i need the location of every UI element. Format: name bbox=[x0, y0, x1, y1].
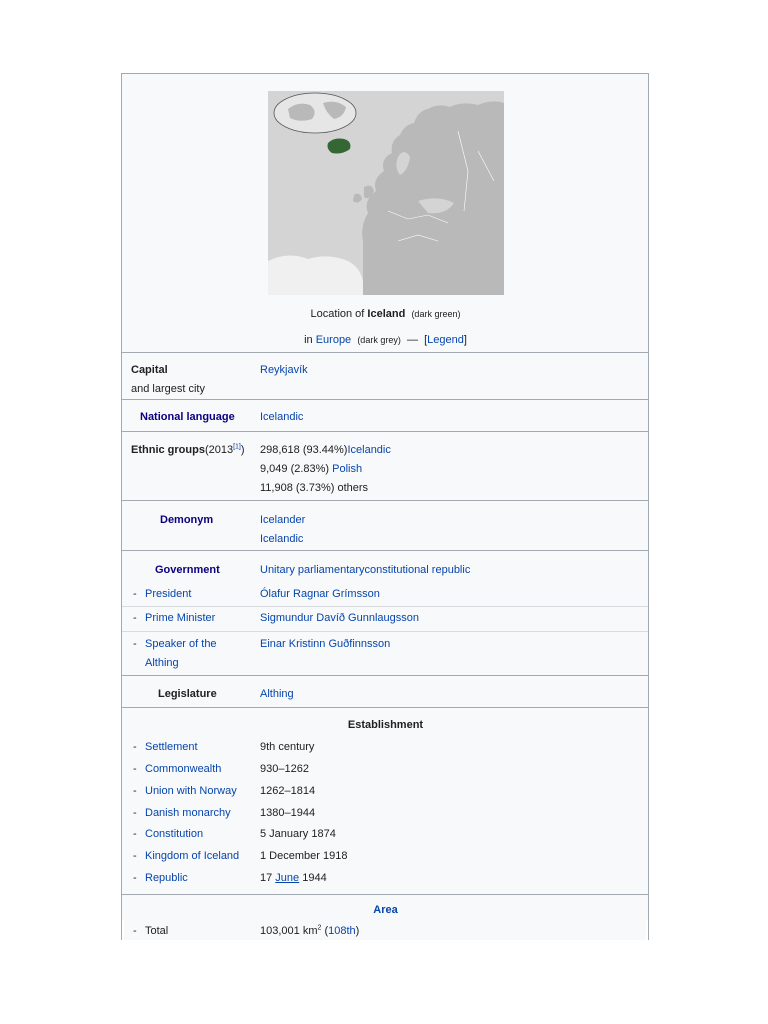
establishment-bullet: - bbox=[133, 807, 137, 819]
president-value[interactable]: Ólafur Ragnar Grímsson bbox=[260, 588, 380, 600]
commonwealth-link[interactable]: Commonwealth bbox=[145, 763, 222, 775]
caption-country-note: (dark green) bbox=[411, 309, 461, 319]
president-row bbox=[122, 582, 649, 606]
constitution-value: 5 January 1874 bbox=[260, 828, 336, 840]
president-bullet: - bbox=[133, 588, 137, 600]
settlement-value: 9th century bbox=[260, 741, 315, 753]
ethnic-line-3-text: 11,908 (3.73%) others bbox=[260, 482, 369, 494]
ethnic-line-2 bbox=[260, 463, 362, 475]
establishment-item bbox=[122, 805, 649, 827]
danish-monarchy-value: 1380–1944 bbox=[260, 807, 316, 819]
area-total-number: 103,001 km bbox=[260, 925, 318, 937]
government-label[interactable]: Government bbox=[155, 564, 220, 576]
location-map[interactable] bbox=[268, 91, 504, 295]
infobox bbox=[121, 73, 649, 940]
settlement-link[interactable]: Settlement bbox=[145, 741, 198, 753]
demonym-value-2[interactable]: Icelandic bbox=[260, 533, 304, 545]
area-total-label: Total bbox=[145, 925, 169, 937]
establishment-item bbox=[122, 871, 649, 893]
government-row bbox=[122, 550, 649, 583]
caption-region-note: (dark grey) bbox=[357, 335, 401, 345]
legislature-label: Legislature bbox=[158, 688, 217, 700]
republic-value-pre: 17 bbox=[260, 872, 276, 884]
establishment-bullet: - bbox=[133, 741, 137, 753]
map-caption-line1 bbox=[122, 308, 649, 320]
capital-row bbox=[122, 352, 649, 399]
capital-link[interactable]: Reykjavík bbox=[260, 364, 308, 376]
national-language-row bbox=[122, 399, 649, 432]
republic-link[interactable]: Republic bbox=[145, 872, 188, 884]
ethnic-line-1-text: 298,618 (93.44%) bbox=[260, 444, 348, 456]
union-with-norway-value: 1262–1814 bbox=[260, 785, 316, 797]
ethnic-label-text: Ethnic groups bbox=[131, 444, 205, 456]
speaker-label-line2[interactable]: Althing bbox=[145, 657, 179, 669]
europe-map-image bbox=[268, 91, 504, 295]
pm-value[interactable]: Sigmundur Davíð Gunnlaugsson bbox=[260, 612, 419, 624]
establishment-item bbox=[122, 783, 649, 805]
president-label[interactable]: President bbox=[145, 588, 192, 600]
commonwealth-value: 930–1262 bbox=[260, 763, 309, 775]
capital-label: Capital bbox=[131, 364, 168, 376]
establishment-bullet: - bbox=[133, 785, 137, 797]
prime-minister-row bbox=[122, 606, 649, 631]
ethnic-line-1 bbox=[260, 444, 391, 456]
capital-sublabel: and largest city bbox=[131, 383, 205, 395]
legend-open: [ bbox=[424, 334, 428, 346]
establishment-header: Establishment bbox=[347, 719, 424, 731]
establishment-item bbox=[122, 827, 649, 849]
republic-value bbox=[260, 872, 327, 884]
ethnic-groups-label bbox=[131, 444, 245, 456]
danish-monarchy-link[interactable]: Danish monarchy bbox=[145, 807, 231, 819]
caption-country: Iceland bbox=[367, 308, 406, 320]
area-total-value bbox=[260, 925, 359, 937]
demonym-value-1[interactable]: Icelander bbox=[260, 514, 306, 526]
area-total-bullet: - bbox=[133, 925, 137, 937]
area-total-row bbox=[122, 920, 649, 940]
ethnic-close: ) bbox=[240, 444, 245, 456]
area-header-link[interactable]: Area bbox=[373, 904, 398, 916]
establishment-bullet: - bbox=[133, 763, 137, 775]
national-language-label[interactable]: National language bbox=[140, 411, 235, 423]
area-total-post: ) bbox=[355, 925, 360, 937]
establishment-item bbox=[122, 849, 649, 871]
area-total-mid: ( bbox=[321, 925, 329, 937]
area-rank-link[interactable]: 108th bbox=[328, 925, 356, 937]
ethnic-line-3 bbox=[260, 482, 368, 494]
speaker-label-line1[interactable]: Speaker of the bbox=[145, 638, 217, 650]
caption-prefix: Location of bbox=[310, 308, 368, 320]
area-unit-sup: 2 bbox=[317, 924, 322, 932]
legend-close: ] bbox=[463, 334, 467, 346]
union-with-norway-link[interactable]: Union with Norway bbox=[145, 785, 237, 797]
government-link[interactable]: Unitary parliamentaryconstitutional republic bbox=[260, 564, 471, 576]
pm-bullet: - bbox=[133, 612, 137, 624]
caption2-prefix: in bbox=[304, 334, 316, 346]
legend-link[interactable]: Legend bbox=[427, 334, 464, 346]
ethnic-year: (2013 bbox=[204, 444, 234, 456]
icelandic-ethnic-link[interactable]: Icelandic bbox=[347, 444, 391, 456]
national-language-link[interactable]: Icelandic bbox=[260, 411, 304, 423]
establishment-bullet: - bbox=[133, 872, 137, 884]
june-link[interactable]: June bbox=[275, 872, 300, 884]
ethnic-ref-link[interactable]: [1] bbox=[233, 443, 241, 451]
polish-ethnic-link[interactable]: Polish bbox=[332, 463, 363, 475]
ethnic-line-2-text: 9,049 (2.83%) bbox=[260, 463, 333, 475]
map-caption-line2 bbox=[122, 334, 649, 346]
pm-label[interactable]: Prime Minister bbox=[145, 612, 216, 624]
establishment-item bbox=[122, 761, 649, 783]
demonym-label[interactable]: Demonym bbox=[160, 514, 214, 526]
constitution-link[interactable]: Constitution bbox=[145, 828, 204, 840]
speaker-bullet: - bbox=[133, 638, 137, 650]
establishment-header-row bbox=[122, 707, 649, 740]
legislature-link[interactable]: Althing bbox=[260, 688, 294, 700]
republic-value-post: 1944 bbox=[299, 872, 327, 884]
establishment-item bbox=[122, 739, 649, 761]
kingdom-of-iceland-link[interactable]: Kingdom of Iceland bbox=[145, 850, 240, 862]
establishment-bullet: - bbox=[133, 850, 137, 862]
area-header-row bbox=[122, 894, 649, 921]
demonym-row bbox=[122, 500, 649, 551]
legislature-row bbox=[122, 675, 649, 708]
establishment-bullet: - bbox=[133, 828, 137, 840]
kingdom-of-iceland-value: 1 December 1918 bbox=[260, 850, 348, 862]
caption-dash: — bbox=[406, 334, 418, 346]
speaker-value[interactable]: Einar Kristinn Guðfinnsson bbox=[260, 638, 391, 650]
europe-link[interactable]: Europe bbox=[315, 334, 352, 346]
ethnic-groups-row bbox=[122, 431, 649, 500]
speaker-row bbox=[122, 631, 649, 676]
